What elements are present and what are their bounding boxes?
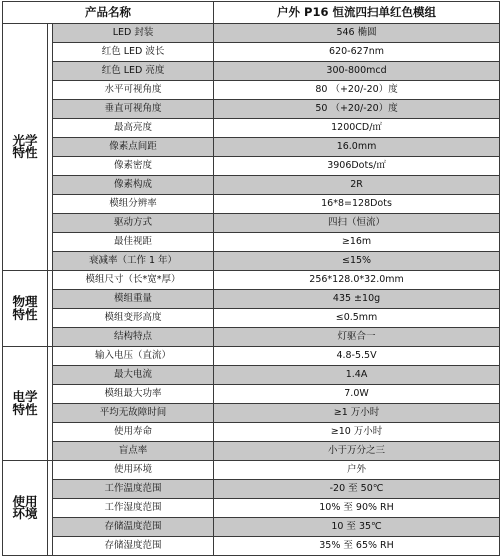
header-row — [3, 2, 500, 24]
category-label: 特性 — [12, 145, 38, 160]
spec-value: 256*128.0*32.0mm — [214, 271, 500, 290]
spec-value: ≥16m — [214, 233, 500, 252]
spec-value: 小于万分之三 — [214, 442, 500, 461]
category-label: 环境 — [12, 506, 38, 521]
spec-value: 灯驱合一 — [214, 328, 500, 347]
spec-row — [3, 138, 500, 157]
spec-body — [3, 24, 500, 556]
category-label: 特性 — [12, 401, 38, 417]
spec-name: 工作湿度范围 — [53, 499, 214, 518]
spec-name: 存储湿度范围 — [53, 537, 214, 556]
spec-row — [3, 366, 500, 385]
spec-row — [3, 347, 500, 366]
spec-name: 模组重量 — [53, 290, 214, 309]
spec-row — [3, 24, 500, 43]
spec-row — [3, 214, 500, 233]
spec-name: 红色 LED 波长 — [53, 43, 214, 62]
spec-row — [3, 233, 500, 252]
spec-row — [3, 252, 500, 271]
category-electrical — [3, 347, 48, 461]
category-label: 使用 — [12, 493, 38, 509]
spec-value: 16*8=128Dots — [214, 195, 500, 214]
spec-row — [3, 176, 500, 195]
spec-value: 35% 至 65% RH — [214, 537, 500, 556]
spec-row — [3, 518, 500, 537]
spec-value: ≥1 万小时 — [214, 404, 500, 423]
spec-row — [3, 157, 500, 176]
spec-name: 垂直可视角度 — [53, 100, 214, 119]
category-label: 物理 — [12, 294, 38, 309]
spec-row — [3, 461, 500, 480]
spec-value: 1.4A — [214, 366, 500, 385]
spec-value: 户外 — [214, 461, 500, 480]
spec-row — [3, 385, 500, 404]
spec-name: 最高亮度 — [53, 119, 214, 138]
spec-name: 模组最大功率 — [53, 385, 214, 404]
spec-value: 50 （+20/-20）度 — [214, 100, 500, 119]
spec-row — [3, 271, 500, 290]
category-optical — [3, 24, 48, 271]
spec-value: 10 至 35℃ — [214, 518, 500, 537]
spec-name: LED 封装 — [53, 24, 214, 43]
spec-value: 300-800mcd — [214, 62, 500, 81]
spec-row — [3, 328, 500, 347]
spec-row — [3, 290, 500, 309]
category-label: 光学 — [12, 132, 38, 148]
category-label: 电学 — [12, 389, 38, 404]
spec-name: 红色 LED 亮度 — [53, 62, 214, 81]
spec-value: 435 ±10g — [214, 290, 500, 309]
spec-value: -20 至 50℃ — [214, 480, 500, 499]
spec-name: 输入电压（直流） — [53, 347, 214, 366]
spec-row — [3, 442, 500, 461]
spec-name: 像素密度 — [53, 157, 214, 176]
spec-row — [3, 62, 500, 81]
spec-value: 4.8-5.5V — [214, 347, 500, 366]
spec-name: 像素构成 — [53, 176, 214, 195]
spec-name: 结构特点 — [53, 328, 214, 347]
spec-row — [3, 119, 500, 138]
spec-name: 模组尺寸（长*宽*厚） — [53, 271, 214, 290]
spec-row — [3, 81, 500, 100]
spec-name: 工作温度范围 — [53, 480, 214, 499]
spec-value: 2R — [214, 176, 500, 195]
spec-name: 最佳视距 — [53, 233, 214, 252]
spec-name: 模组分辨率 — [53, 195, 214, 214]
spec-value: 四扫（恒流） — [214, 214, 500, 233]
spec-row — [3, 499, 500, 518]
spec-value: 16.0mm — [214, 138, 500, 157]
spec-row — [3, 423, 500, 442]
spec-value: 620-627nm — [214, 43, 500, 62]
spec-name: 使用寿命 — [53, 423, 214, 442]
spec-row — [3, 43, 500, 62]
spec-name: 平均无故障时间 — [53, 404, 214, 423]
spec-name: 驱动方式 — [53, 214, 214, 233]
spec-value: 7.0W — [214, 385, 500, 404]
spec-value: 10% 至 90% RH — [214, 499, 500, 518]
spec-row — [3, 309, 500, 328]
category-environment — [3, 461, 48, 556]
spec-row — [3, 195, 500, 214]
spec-name: 最大电流 — [53, 366, 214, 385]
category-physical — [3, 271, 48, 347]
spec-name: 盲点率 — [53, 442, 214, 461]
header-product-title: 户外 P16 恒流四扫单红色模组 — [214, 2, 500, 24]
category-label: 特性 — [12, 306, 38, 322]
spec-table — [2, 1, 500, 556]
spec-row — [3, 404, 500, 423]
spec-value: ≥10 万小时 — [214, 423, 500, 442]
spec-name: 像素点间距 — [53, 138, 214, 157]
spec-value: 546 椭圆 — [214, 24, 500, 43]
header-name-label: 产品名称 — [3, 2, 214, 24]
spec-row — [3, 100, 500, 119]
spec-name: 存储温度范围 — [53, 518, 214, 537]
spec-name: 使用环境 — [53, 461, 214, 480]
spec-value: ≤15% — [214, 252, 500, 271]
spec-value: ≤0.5mm — [214, 309, 500, 328]
spec-value: 3906Dots/㎡ — [214, 157, 500, 176]
spec-name: 水平可视角度 — [53, 81, 214, 100]
spec-value: 80 （+20/-20）度 — [214, 81, 500, 100]
spec-row — [3, 480, 500, 499]
spec-name: 模组变形高度 — [53, 309, 214, 328]
spec-name: 衰减率（工作 1 年） — [53, 252, 214, 271]
spec-value: 1200CD/㎡ — [214, 119, 500, 138]
